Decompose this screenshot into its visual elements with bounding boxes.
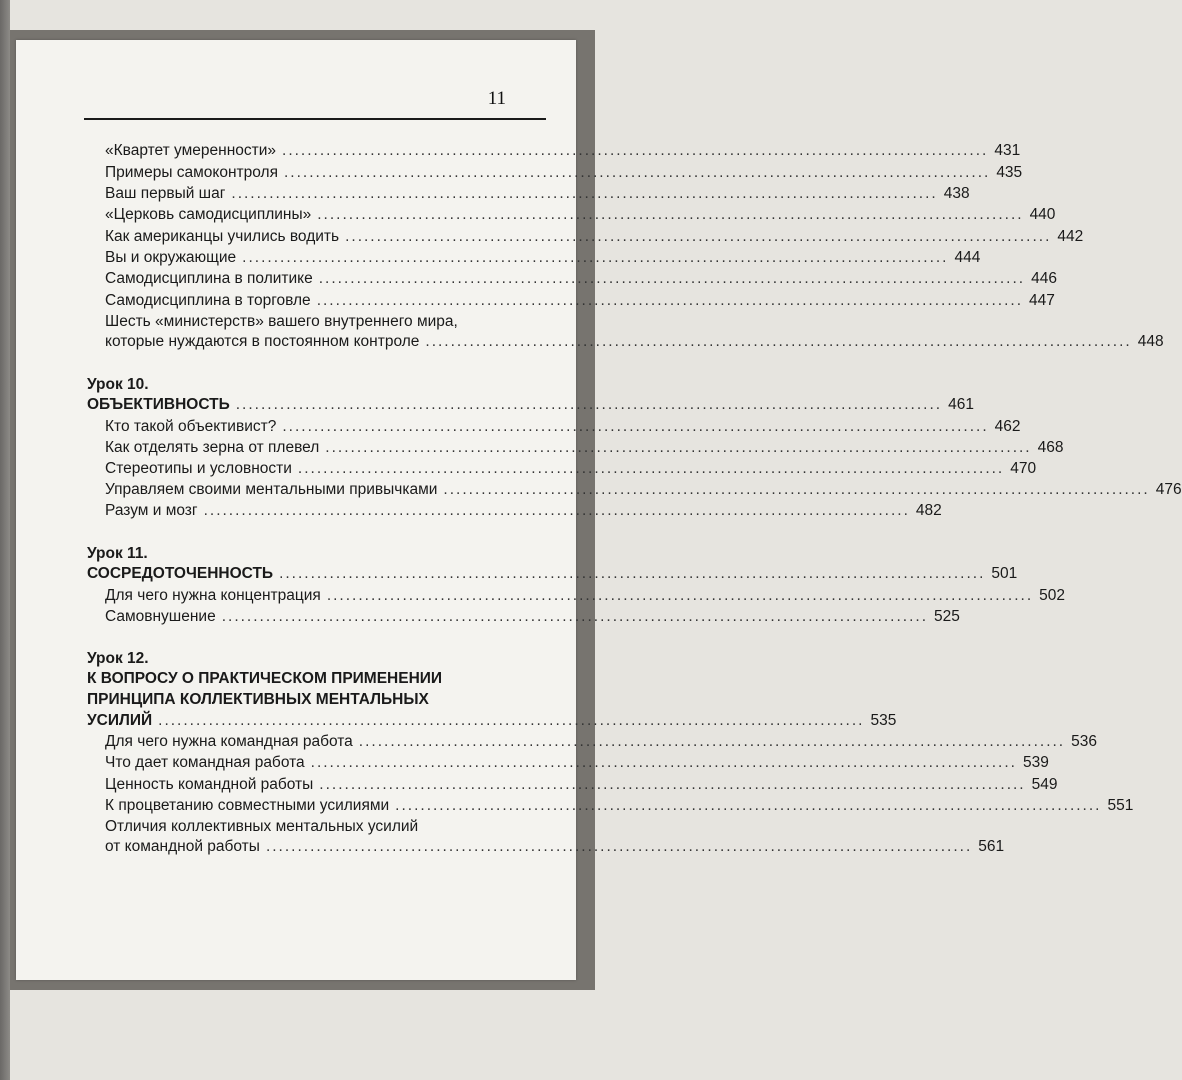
toc-entry	[105, 270, 1057, 288]
toc-entry	[105, 797, 1134, 815]
entry-page: 440	[1029, 206, 1056, 223]
leader-dots: ................................................................................................................	[231, 185, 938, 202]
lesson-title-line: К ВОПРОСУ О ПРАКТИЧЕСКОМ ПРИМЕНЕНИИ	[87, 670, 443, 687]
entry-title: Самодисциплина в политике	[105, 270, 313, 287]
leader-dots: ................................................................................................................	[316, 292, 1024, 309]
entry-page: 482	[915, 502, 942, 519]
toc-entry	[105, 776, 1058, 794]
toc-entry	[105, 439, 1064, 457]
lesson-page: 461	[948, 396, 974, 413]
toc-entry	[105, 185, 970, 203]
toc-entry	[105, 608, 960, 626]
toc-entry	[105, 460, 1037, 478]
entry-page: 462	[994, 418, 1021, 435]
entry-title: Самодисциплина в торговле	[105, 292, 311, 309]
toc-entry	[105, 228, 1084, 246]
leader-dots: ................................................................................................................	[395, 797, 1102, 814]
toc-entry	[105, 333, 1164, 351]
entry-title-line1: Шесть «министерств» вашего внутреннего мира,	[105, 313, 458, 330]
entry-page: 476	[1155, 481, 1182, 498]
entry-title: Что дает командная работа	[105, 754, 305, 771]
toc-entry	[105, 142, 1021, 160]
lesson-title-row	[87, 396, 974, 414]
toc-entry	[105, 206, 1056, 224]
leader-dots: ................................................................................................................	[317, 206, 1024, 223]
entry-title-line1: Отличия коллективных ментальных усилий	[105, 818, 419, 835]
entry-title: Вы и окружающие	[105, 249, 237, 266]
leader-dots: ................................................................................................................	[325, 439, 1032, 456]
entry-page: 536	[1071, 733, 1097, 750]
entry-page: 551	[1107, 797, 1134, 814]
leader-dots: ................................................................................................................	[443, 481, 1150, 498]
entry-page: 444	[954, 249, 981, 266]
entry-title: К процветанию совместными усилиями	[105, 797, 390, 814]
entry-title: «Церковь самодисциплины»	[105, 206, 312, 223]
leader-dots: ................................................................................................................	[326, 587, 1034, 604]
leader-dots: ................................................................................................................	[235, 396, 943, 413]
entry-page: 446	[1031, 270, 1057, 287]
lesson-title: ОБЪЕКТИВНОСТЬ	[87, 396, 230, 413]
entry-title: Самовнушение	[105, 608, 216, 625]
leader-dots: ................................................................................................................	[221, 608, 929, 625]
entry-page: 442	[1057, 228, 1084, 245]
toc-entry	[105, 754, 1049, 772]
leader-dots: ................................................................................................................	[283, 164, 991, 181]
entry-title: «Квартет умеренности»	[105, 142, 277, 159]
entry-title: Для чего нужна командная работа	[105, 733, 353, 750]
entry-page: 561	[978, 838, 1005, 855]
entry-title: Кто такой объективист?	[105, 418, 277, 435]
toc-entry	[105, 502, 942, 520]
entry-title: Как американцы учились водить	[105, 228, 340, 245]
lesson-label: Урок 10.	[87, 376, 149, 393]
entry-page: 448	[1137, 333, 1164, 350]
entry-title: Примеры самоконтроля	[105, 164, 278, 181]
toc-entry	[105, 249, 981, 267]
toc-entry	[105, 481, 1182, 499]
page-number: 11	[487, 88, 506, 109]
lesson-title-row	[87, 565, 1018, 583]
header-rule	[84, 118, 546, 120]
leader-dots: ................................................................................................................	[319, 776, 1026, 793]
toc-entry	[105, 587, 1066, 605]
lesson-title-line: ПРИНЦИПА КОЛЛЕКТИВНЫХ МЕНТАЛЬНЫХ	[87, 691, 429, 708]
lesson-title-row	[87, 712, 897, 730]
lesson-title: СОСРЕДОТОЧЕННОСТЬ	[87, 565, 274, 582]
leader-dots: ................................................................................................................	[158, 712, 865, 729]
toc-entry	[105, 418, 1021, 436]
leader-dots: ................................................................................................................	[265, 838, 973, 855]
entry-title: от командной работы	[105, 838, 260, 855]
leader-dots: ................................................................................................................	[425, 333, 1132, 350]
entry-page: 539	[1022, 754, 1049, 771]
entry-page: 502	[1039, 587, 1066, 604]
toc-entry	[105, 838, 1005, 856]
leader-dots: ................................................................................................................	[297, 460, 1005, 477]
lesson-page: 535	[870, 712, 897, 729]
entry-title: которые нуждаются в постоянном контроле	[105, 333, 420, 350]
entry-title: Как отделять зерна от плевел	[105, 439, 320, 456]
entry-page: 435	[996, 164, 1023, 181]
leader-dots: ................................................................................................................	[282, 418, 989, 435]
leader-dots: ................................................................................................................	[279, 565, 986, 582]
toc-entry	[105, 292, 1055, 310]
leader-dots: ................................................................................................................	[310, 754, 1017, 771]
toc-entry	[105, 733, 1097, 751]
leader-dots: ................................................................................................................	[318, 270, 1026, 287]
leader-dots: ................................................................................................................	[345, 228, 1052, 245]
toc-entry	[105, 164, 1023, 182]
entry-title: Разум и мозг	[105, 502, 198, 519]
entry-title: Для чего нужна концентрация	[105, 587, 321, 604]
lesson-label: Урок 12.	[87, 650, 149, 667]
leader-dots: ................................................................................................................	[203, 502, 910, 519]
book-page	[16, 40, 1182, 980]
entry-page: 468	[1037, 439, 1064, 456]
entry-page: 431	[994, 142, 1021, 159]
entry-page: 447	[1029, 292, 1055, 309]
entry-page: 470	[1010, 460, 1037, 477]
leader-dots: ................................................................................................................	[358, 733, 1066, 750]
book-spine-shadow	[0, 0, 10, 1080]
entry-page: 438	[943, 185, 970, 202]
entry-title: Ценность командной работы	[105, 776, 314, 793]
leader-dots: ................................................................................................................	[282, 142, 989, 159]
lesson-title: УСИЛИЙ	[87, 712, 153, 729]
lesson-page: 501	[991, 565, 1018, 582]
lesson-label: Урок 11.	[87, 545, 148, 562]
entry-page: 525	[934, 608, 960, 625]
entry-title: Управляем своими ментальными привычками	[105, 481, 438, 498]
entry-page: 549	[1031, 776, 1058, 793]
entry-title: Стереотипы и условности	[105, 460, 292, 477]
leader-dots: ................................................................................................................	[242, 249, 949, 266]
entry-title: Ваш первый шаг	[105, 185, 226, 202]
